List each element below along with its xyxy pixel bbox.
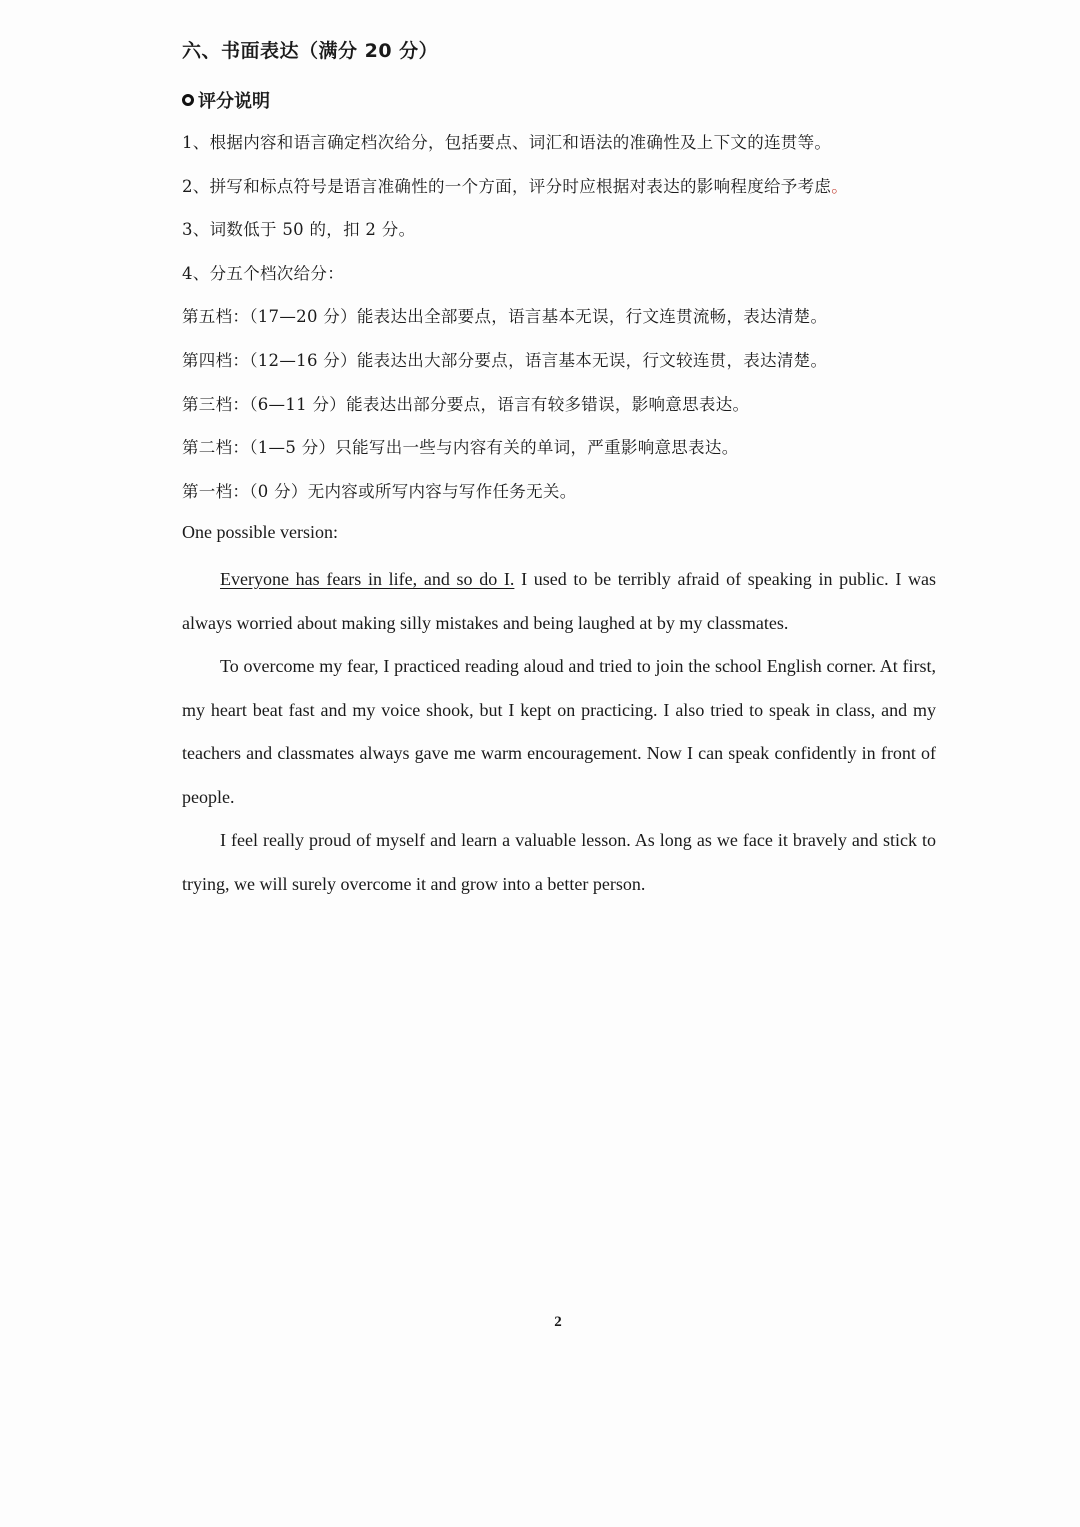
essay-paragraph-2: To overcome my fear, I practiced reading aloud and tried to join the school English corner. At first, my heart beat fast and my voice shook, but I kept on practicing. I also tried to speak in class, and my teachers and classmates always gave me warm encouragement. Now I can speak confidently in front of people. — [182, 656, 936, 807]
essay-paragraph-1 — [182, 558, 936, 645]
section-title: 六、书面表达（满分 20 分） — [182, 40, 439, 62]
scoring-heading-text: 评分说明 — [198, 91, 270, 112]
grade-level-5: 第五档：（17—20 分）能表达出全部要点，语言基本无误，行文连贯流畅，表达清楚。 — [182, 307, 828, 327]
rule-end-mark: 。 — [831, 176, 849, 196]
rule-item: 3、词数低于 50 的，扣 2 分。 — [182, 220, 416, 240]
scoring-rules-list — [182, 128, 942, 520]
page-number: 2 — [554, 1314, 562, 1330]
rule-item: 1、根据内容和语言确定档次给分，包括要点、词汇和语法的准确性及上下文的连贯等。 — [182, 133, 832, 152]
rule-item — [182, 172, 942, 216]
grade-level-4: 第四档：（12—16 分）能表达出大部分要点，语言基本无误，行文较连贯，表达清楚。 — [182, 350, 828, 370]
rule-item: 4、分五个档次给分： — [182, 263, 344, 283]
circle-bullet-icon — [182, 94, 194, 106]
rule-item-text: 2、拼写和标点符号是语言准确性的一个方面，评分时应根据对表达的影响程度给予考虑 — [182, 176, 832, 196]
essay-paragraph-3: I feel really proud of myself and learn a valuable lesson. As long as we face it bravely and stick to trying, we will surely overcome it and grow into a better person. — [182, 830, 936, 894]
grade-level-3: 第三档：（6—11 分）能表达出部分要点，语言有较多错误，影响意思表达。 — [182, 394, 750, 414]
essay-topic-sentence: Everyone has fears in life, and so do I. — [220, 569, 515, 589]
grade-level-2: 第二档：（1—5 分）只能写出一些与内容有关的单词，严重影响意思表达。 — [182, 438, 739, 458]
scoring-heading — [182, 87, 270, 113]
sample-essay — [182, 558, 936, 906]
essay-paragraph-1-rest: I used to be terribly afraid of speaking in public. I was always worried about making silly mistakes and being laughed at by my classmates. — [182, 569, 936, 633]
grade-level-1: 第一档：（0 分）无内容或所写内容与写作任务无关。 — [182, 481, 577, 501]
version-label: One possible version: — [182, 522, 338, 542]
